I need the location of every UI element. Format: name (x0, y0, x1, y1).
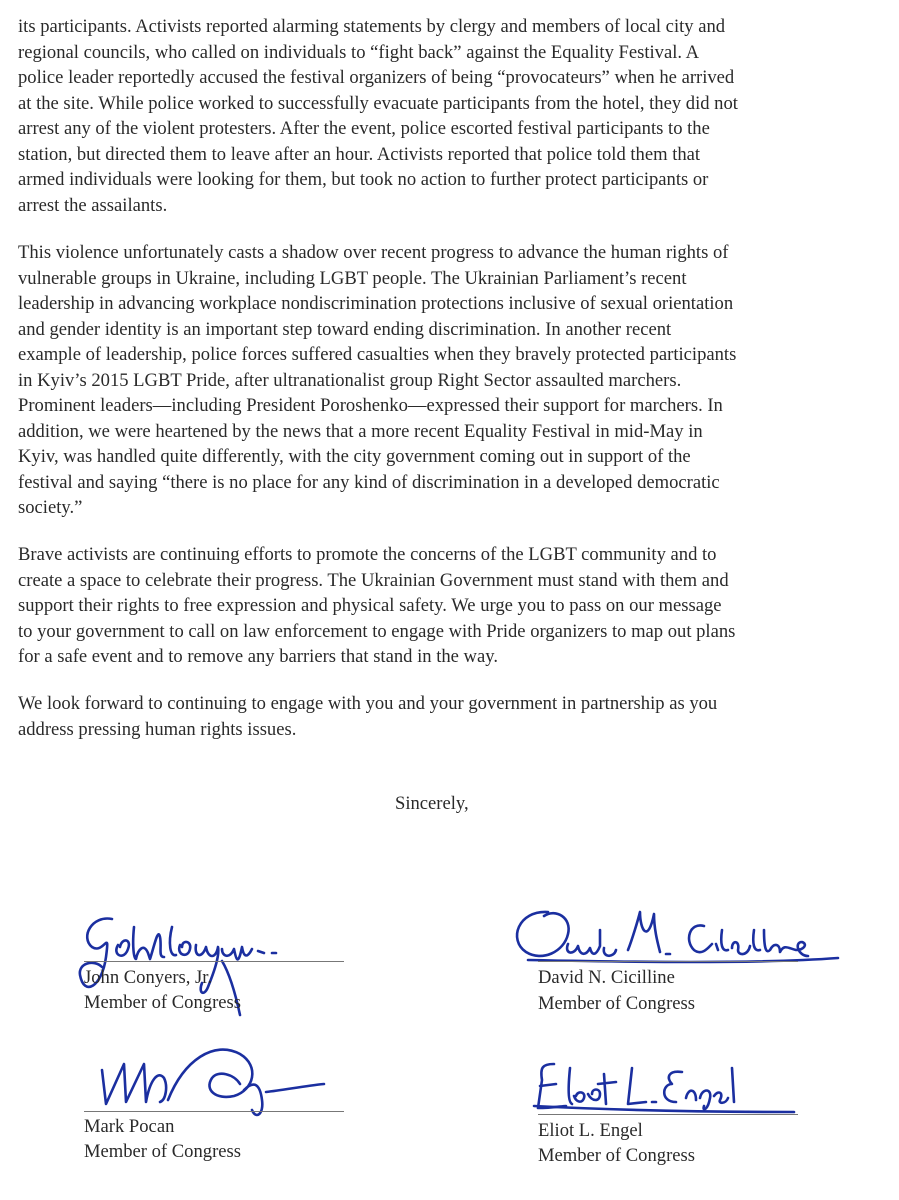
signatory-title: Member of Congress (84, 1141, 241, 1162)
text-line: festival and saying “there is no place for any kind of discrimination in a developed democratic (18, 471, 720, 493)
text-line: to your government to call on law enforcement to engage with Pride organizers to map out plans (18, 620, 736, 642)
text-line: at the site. While police worked to successfully evacuate participants from the hotel, they did not (18, 92, 738, 114)
text-line: address pressing human rights issues. (18, 718, 297, 740)
signatory-name: David N. Cicilline (538, 967, 675, 988)
signatory-title: Member of Congress (84, 992, 241, 1013)
text-line: its participants. Activists reported alarming statements by clergy and members of local city and (18, 16, 726, 37)
text-line: armed individuals were looking for them, but took no action to further protect participants or (18, 169, 709, 190)
text-line: station, but directed them to leave after an hour. Activists reported that police told them that (18, 143, 701, 165)
signature-line (84, 1111, 344, 1112)
paragraph-4 (18, 691, 868, 742)
paragraph-1 (18, 14, 868, 218)
text-line: for a safe event and to remove any barriers that stand in the way. (18, 646, 498, 667)
handwritten-signature-pocan (84, 1040, 344, 1120)
closing-salutation: Sincerely, (395, 793, 469, 814)
signature-block-pocan (84, 1040, 414, 1170)
signatory-name: Mark Pocan (84, 1116, 175, 1137)
signatory-title: Member of Congress (538, 1145, 695, 1166)
text-line: arrest any of the violent protesters. After the event, police escorted festival participants to the (18, 118, 710, 139)
signature-block-cicilline (538, 900, 868, 1020)
signatory-title: Member of Congress (538, 993, 695, 1014)
text-line: leadership in advancing workplace nondiscrimination protections inclusive of sexual orientation (18, 293, 734, 314)
text-line: This violence unfortunately casts a shadow over recent progress to advance the human rights of (18, 242, 729, 263)
signatory-name: Eliot L. Engel (538, 1120, 643, 1141)
signature-block-conyers (84, 905, 414, 1015)
signatory-name: John Conyers, Jr. (84, 967, 213, 988)
text-line: Kyiv, was handled quite differently, with the city government coming out in support of the (18, 446, 691, 467)
signature-line (538, 1114, 798, 1115)
signature-line (84, 961, 344, 962)
signature-line (538, 961, 798, 962)
handwritten-signature-engel (532, 1058, 812, 1118)
text-line: vulnerable groups in Ukraine, including LGBT people. The Ukrainian Parliament’s recent (18, 267, 687, 289)
paragraph-2 (18, 240, 868, 521)
text-line: We look forward to continuing to engage with you and your government in partnership as you (18, 693, 718, 714)
text-line: Brave activists are continuing efforts to promote the concerns of the LGBT community and to (18, 544, 717, 565)
text-line: police leader reportedly accused the festival organizers of being “provocateurs” when he arrived (18, 67, 735, 88)
text-line: example of leadership, police forces suffered casualties when they bravely protected participants (18, 344, 737, 365)
text-line: and gender identity is an important step toward ending discrimination. In another recent (18, 318, 672, 340)
text-line: arrest the assailants. (18, 194, 168, 216)
text-line: regional councils, who called on individuals to “fight back” against the Equality Festival. A (18, 41, 700, 63)
paragraph-3 (18, 542, 868, 670)
text-line: addition, we were heartened by the news that a more recent Equality Festival in mid-May in (18, 420, 703, 442)
signature-block-engel (538, 1058, 868, 1178)
text-line: support their rights to free expression and physical safety. We urge you to pass on our message (18, 595, 722, 616)
text-line: in Kyiv’s 2015 LGBT Pride, after ultranationalist group Right Sector assaulted marchers. (18, 369, 682, 391)
text-line: Prominent leaders—including President Poroshenko—expressed their support for marchers. In (18, 395, 723, 416)
text-line: create a space to celebrate their progress. The Ukrainian Government must stand with them and (18, 569, 729, 591)
text-line: society.” (18, 497, 83, 518)
